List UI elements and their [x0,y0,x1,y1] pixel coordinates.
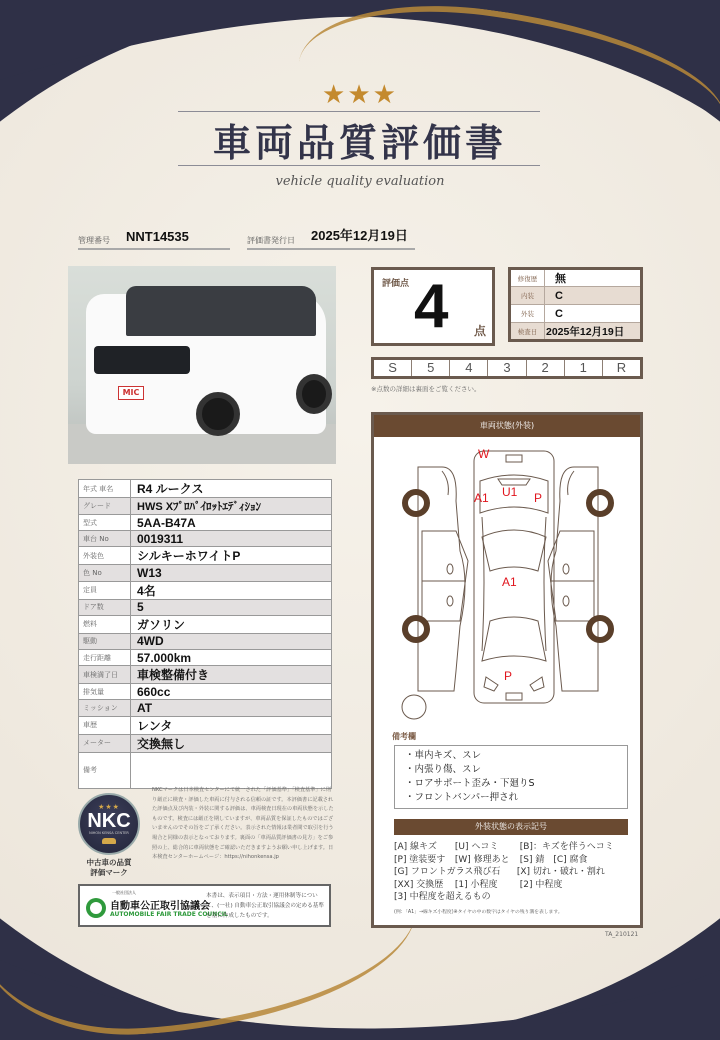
spec-row [79,581,332,599]
spec-value: HWS Xﾌﾟﾛﾊﾟｲﾛｯﾄｴﾃﾞｨｼｮﾝ [131,498,332,515]
issue-date-field [247,228,415,250]
spec-row [79,547,332,565]
condition-value: 無 [545,269,642,287]
spec-row [79,615,332,633]
condition-row [510,305,642,323]
spec-row [79,480,332,498]
vehicle-windows [126,286,316,336]
nkc-caption-line2: 評価マーク [90,868,128,877]
remark-item: ・ロアサポート歪み・下廻りS [405,778,535,789]
spec-value: 交換無し [131,734,332,752]
grade-cell: 4 [450,360,488,376]
grade-cell: S [374,360,412,376]
nkc-caption-line1: 中古車の品質 [86,858,132,867]
spec-label: 燃料 [79,615,131,633]
spec-row [79,498,332,515]
spec-value: 57.000km [131,649,332,665]
grade-cell: 5 [412,360,450,376]
form-id: TA_210121 [605,931,639,938]
condition-value: 2025年12月19日 [545,323,642,341]
spec-row [79,531,332,547]
damage-mark: P [534,491,543,505]
spec-row [79,716,332,734]
grade-note: ※点数の詳細は裏面をご覧ください。 [371,385,481,393]
nkc-logo [78,793,140,855]
damage-mark: W [478,447,490,461]
remark-item: ・車内キズ、スレ [405,750,482,761]
legend-item: [3] 中程度を超えるもの [394,892,491,903]
spec-value: 4名 [131,581,332,599]
spec-label: メーター [79,734,131,752]
remark-item: ・内張り傷、スレ [405,764,482,775]
spec-row [79,649,332,665]
nkc-logo-text: NKC [87,810,131,832]
legend-row [394,841,634,854]
spec-row-remarks [79,752,332,788]
condition-label: 外装 [510,305,545,323]
spec-label: 車台 No [79,531,131,547]
grade-scale [371,357,643,379]
remark-item: ・フロントバンパー押され [405,792,519,803]
spec-row [79,684,332,700]
spec-label: 備考 [79,752,131,788]
dealer-plate-badge: MIC [118,386,144,400]
legend-item: [G] フロントガラス飛び石 [394,867,501,878]
spec-row [79,734,332,752]
spec-value: R4 ルークス [131,480,332,498]
afc-description: 本書は、表示項目・方法・運用体制等について、(一社) 自動車公正取引協議会の定める基準を基に作成したものです。 [206,893,324,919]
management-number-value: NNT14535 [126,229,189,244]
spec-label: グレード [79,498,131,515]
nkc-caption [74,858,144,878]
legend-row [394,866,634,879]
spec-row [79,515,332,531]
spec-label: 駆動 [79,633,131,649]
spec-value: AT [131,700,332,716]
remarks-label: 備考欄 [392,732,416,741]
spec-value [131,752,332,788]
remarks-box [394,745,628,809]
legend-header: 外装状態の表示記号 [394,819,628,835]
spec-label: 車検満了日 [79,666,131,684]
spec-row [79,700,332,716]
management-number-label: 管理番号 [78,236,110,245]
damage-mark: P [504,669,513,683]
spec-label: 外装色 [79,547,131,565]
legend-item: [W] 修理あと [454,854,510,865]
vehicle-rear-wheel [296,374,332,414]
score-unit: 点 [473,324,486,338]
grade-cell: 2 [527,360,565,376]
afc-name-jp: 自動車公正取引協議会 [110,901,210,912]
spec-row [79,599,332,615]
afc-name-en: AUTOMOBILE FAIR TRADE COUNCIL [110,911,228,918]
issue-date-label: 評価書発行日 [247,236,295,245]
legend-item: [X] 切れ・破れ・割れ [516,867,605,878]
spec-label: 年式 車名 [79,480,131,498]
rating-stars-icon: ★★★ [322,80,398,110]
condition-value: C [545,287,642,305]
condition-label: 修復歴 [510,269,545,287]
grade-cell: R [616,360,627,375]
legend [394,841,634,920]
legend-item: [U] ヘコミ [454,842,499,852]
score-value: 4 [414,272,449,341]
legend-item: [1] 小程度 [454,879,498,890]
legend-row [394,891,634,904]
vehicle-photo [68,266,336,464]
nkc-stars-icon: ★★★ [98,803,120,811]
spec-value: ガソリン [131,615,332,633]
spec-value: 車検整備付き [131,666,332,684]
condition-row [510,269,642,287]
spec-row [79,565,332,581]
legend-item: [A] 線キズ [394,842,437,852]
condition-label: 内装 [510,287,545,305]
spec-value: 5AA-B47A [131,515,332,531]
afc-notice [78,884,331,927]
spec-value: レンタ [131,716,332,734]
nkc-logo-subtext: NIHON KENSA CENTER [89,831,129,835]
spec-label: 走行距離 [79,649,131,665]
page-subtitle: vehicle quality evaluation [275,174,445,189]
legend-item: [S] 錆 [C] 腐食 [519,854,588,865]
legend-item: [B]：キズを伴うヘコミ [519,842,614,852]
legend-footnote: (例：「A1」→線キズ小程度)※タイヤの中の数字はタイヤの残り溝を表します。 [394,909,563,915]
vehicle-spec-table [78,479,332,789]
legend-row [394,854,634,867]
condition-row [510,287,642,305]
condition-row [510,323,642,341]
condition-label: 検査日 [510,323,545,341]
legend-row [394,879,634,892]
spec-value: シルキーホワイトP [131,547,332,565]
spec-label: 車歴 [79,716,131,734]
spec-label: 定員 [79,581,131,599]
condition-value: C [545,305,642,323]
grade-cell: 3 [488,360,526,376]
spec-value: W13 [131,565,332,581]
legend-item: [2] 中程度 [519,879,563,890]
spec-value: 0019311 [131,531,332,547]
vehicle-grille [94,346,190,374]
page-title: 車両品質評価書 [212,120,507,165]
vehicle-front-wheel [196,392,240,436]
spec-label: ミッション [79,700,131,716]
afc-logo-icon [86,898,106,918]
score-label: 評価点 [382,279,410,289]
issue-date-value: 2025年12月19日 [311,228,408,243]
spec-row [79,666,332,684]
afc-org-type: 一般社団法人 [112,890,136,895]
spec-value: 4WD [131,633,332,649]
evaluation-score-box [371,267,495,346]
legend-item: [P] 塗装要す [394,854,446,865]
spec-value: 660cc [131,684,332,700]
spec-row [79,633,332,649]
damage-mark: U1 [502,485,518,499]
grade-cell: 1 [565,360,603,376]
spec-label: ドア数 [79,599,131,615]
legend-item: [XX] 交換歴 [394,879,444,890]
damage-mark: A1 [474,491,489,505]
damage-mark: A1 [502,575,517,589]
exterior-condition-panel [371,412,643,928]
spec-label: 排気量 [79,684,131,700]
condition-table [508,267,643,342]
management-number-field [78,228,230,250]
spec-label: 型式 [79,515,131,531]
title-rule-bottom [178,165,540,166]
car-icon [102,838,116,844]
nkc-description: NKCマークは日本検査センターにて統一された「評価基準」「検査基準」に則り厳正に検査・評価した車両に付与される信頼の証です。本評価書に記載された評価点及び内装・外装に関する評価は、車両検査日現在の車両状態を示したものです。検査には厳正を期していますが、車両品質を保証したものではございませんのでその旨をご了承ください。表示された情報は業者間で取引を行う場合と同様の表示となっております。裏面の「車両品質評価書の見方」をご参照の上、総合的に車両状態をご確認いただきますようお願い申し上げます。日本検査センターホームページ：https://nihonkensa.jp [152,787,334,861]
spec-label: 色 No [79,565,131,581]
exterior-panel-header: 車両状態(外装) [374,415,640,437]
spec-value: 5 [131,599,332,615]
